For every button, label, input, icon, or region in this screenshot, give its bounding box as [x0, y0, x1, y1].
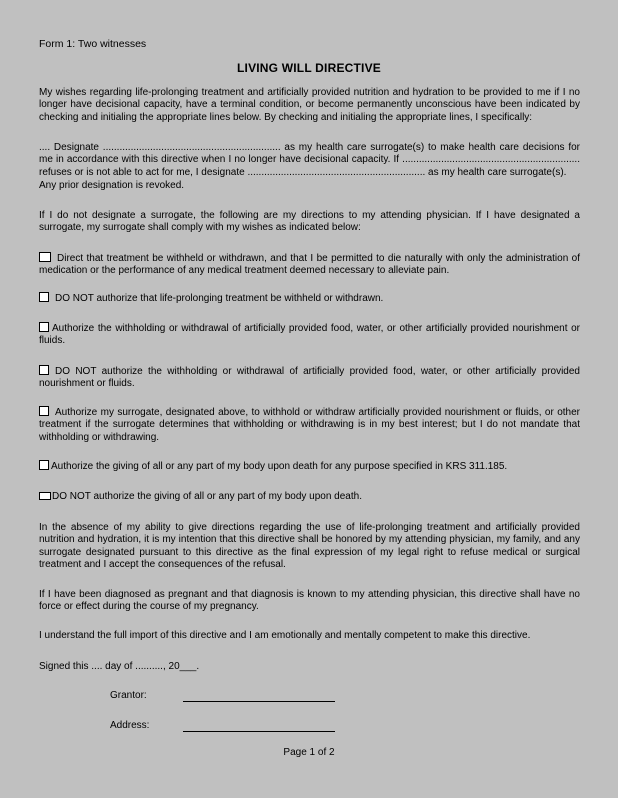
designate-paragraph: .... Designate ................................................................ as my health care surrogate(s) to make health care decisions for me in accordance with this directive when I no longer have decisional capacity. If ................................................................ refuses or is not able to act for me, I designate ................................................................ as my health care surrogate(s). — [39, 142, 580, 178]
option-3 — [39, 322, 580, 348]
option-2 — [39, 292, 580, 305]
page-footer: Page 1 of 2 — [283, 747, 335, 758]
document-title: LIVING WILL DIRECTIVE — [237, 61, 381, 75]
option-6-text: Authorize the giving of all or any part of my body upon death for any purpose specified in KRS 311.185. — [51, 461, 508, 472]
option-1 — [39, 252, 580, 278]
option-7-text: DO NOT authorize the giving of all or any part of my body upon death. — [52, 491, 362, 502]
option-4 — [39, 365, 580, 391]
option-7-checkbox[interactable] — [39, 492, 51, 500]
option-5-text: Authorize my surrogate, designated above, to withhold or withdraw artificially provided nourishment or fluids, or other treatment if the surrogate determines that withholding or withdrawing is in my best interest; but I do not mandate that withholding or withdrawing. — [39, 407, 580, 443]
option-4-checkbox[interactable] — [39, 365, 49, 375]
absence-paragraph: In the absence of my ability to give directions regarding the use of life-prolonging treatment and artificially provided nutrition and hydration, it is my intention that this directive shall be honored by my attending physician, my family, and any surrogate designated pursuant to this directive as the final expression of my legal right to refuse medical or surgical treatment and I accept the consequences of the refusal. — [39, 522, 580, 570]
option-2-checkbox[interactable] — [39, 292, 49, 302]
option-4-text: DO NOT authorize the withholding or withdrawal of artificially provided food, water, or other artificially provided nourishment or fluids. — [39, 366, 580, 390]
pregnancy-paragraph: If I have been diagnosed as pregnant and that diagnosis is known to my attending physician, this directive shall have no force or effect during the course of my pregnancy. — [39, 589, 580, 613]
grantor-label: Grantor: — [110, 690, 147, 701]
signed-line: Signed this .... day of .........., 20___. — [39, 661, 200, 672]
option-3-checkbox[interactable] — [39, 322, 49, 332]
option-6-checkbox[interactable] — [39, 460, 49, 470]
surrogate-intro-paragraph: If I do not designate a surrogate, the following are my directions to my attending physician. If I have designated a surrogate, my surrogate shall comply with my wishes as indicated below: — [39, 210, 580, 234]
revoked-paragraph: Any prior designation is revoked. — [39, 180, 185, 191]
option-1-checkbox[interactable] — [39, 252, 51, 262]
understand-paragraph: I understand the full import of this directive and I am emotionally and mentally competent to make this directive. — [39, 630, 531, 641]
option-2-text: DO NOT authorize that life-prolonging treatment be withheld or withdrawn. — [55, 293, 384, 304]
address-label: Address: — [110, 720, 150, 731]
option-5 — [39, 406, 580, 444]
intro-paragraph: My wishes regarding life-prolonging treatment and artificially provided nutrition and hydration to be provided to me if I no longer have decisional capacity, have a terminal condition, or become permanently unconscious have been indicated by checking and initialing the appropriate lines below. By checking and initialing the appropriate lines, I specifically: — [39, 87, 580, 123]
option-1-text: Direct that treatment be withheld or withdrawn, and that I be permitted to die naturally with only the administration of medication or the performance of any medical treatment deemed necessary to alleviate pain. — [39, 253, 580, 277]
option-5-checkbox[interactable] — [39, 406, 49, 416]
form-label: Form 1: Two witnesses — [39, 38, 147, 50]
address-signature-line[interactable] — [183, 719, 335, 732]
option-6 — [39, 460, 580, 473]
grantor-signature-line[interactable] — [183, 689, 335, 702]
option-3-text: Authorize the withholding or withdrawal of artificially provided food, water, or other artificially provided nourishment or fluids. — [39, 323, 580, 347]
option-7 — [39, 491, 580, 503]
